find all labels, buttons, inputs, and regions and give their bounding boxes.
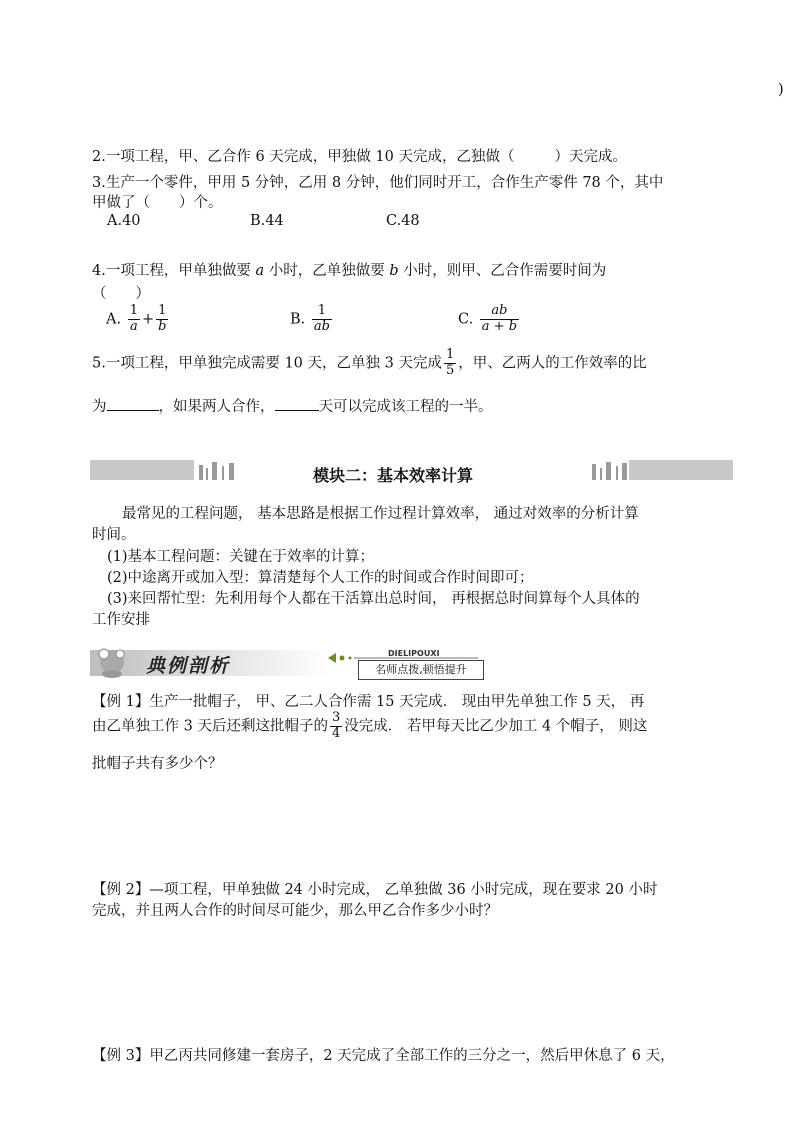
option-c-label: C. <box>458 311 474 328</box>
example-2-text: —项工程，甲单独做 24 小时完成， 乙单独做 36 小时完成，现在要求 20 小时 <box>149 882 658 898</box>
frac-num: 1 <box>158 303 167 318</box>
module-intro-line1: 最常见的工程问题， 基本思路是根据工作过程计算效率， 通过对效率的分析计算 <box>122 506 639 522</box>
question-5-line2 <box>92 395 493 416</box>
example-2-line2: 完成，并且两人合作的时间尽可能少，那么甲乙合作多少小时？ <box>92 903 498 919</box>
frac-num: ab <box>491 303 508 318</box>
example-banner <box>90 640 490 684</box>
question-5-text-e: 天可以完成该工程的一半。 <box>318 399 493 415</box>
module-tick <box>606 462 611 480</box>
answer-blank-2[interactable] <box>275 396 319 411</box>
example-1-text-b: 由乙单独工作 3 天后还剩这批帽子的 <box>92 718 328 735</box>
frac-num: 1 <box>445 347 455 362</box>
example-2-label: 【例 2】 <box>92 882 150 898</box>
module-tick <box>199 465 203 480</box>
example-1-line1 <box>92 690 644 711</box>
question-2-text: 2.一项工程，甲、乙合作 6 天完成，甲独做 10 天完成，乙独做（ <box>92 149 515 165</box>
question-3-option-a: A.40 <box>107 213 141 229</box>
module-tick <box>600 468 602 480</box>
frac-den: ab <box>313 318 330 334</box>
module-point-2: (2)中途离开或加入型：算清楚每个人工作的时间或合作时间即可； <box>107 570 534 586</box>
question-4-line1 <box>92 259 606 280</box>
module-tick <box>616 466 618 480</box>
question-4-option-a <box>106 304 170 335</box>
fraction-ab-over-a-plus-b <box>480 304 519 335</box>
question-5-line1 <box>92 348 647 379</box>
module-intro-line2: 时间。 <box>92 527 136 543</box>
frac-den: 5 <box>445 362 455 378</box>
fraction-1-over-b <box>156 304 168 335</box>
example-3-label: 【例 3】 <box>92 1048 150 1064</box>
variable-b: b <box>389 263 399 279</box>
module-tick <box>622 463 627 480</box>
frac-den: a <box>129 318 138 334</box>
fraction-1-over-5 <box>444 348 456 379</box>
fraction-1-over-a <box>128 304 140 335</box>
banner-pinyin: DIELIPOUXI <box>388 649 440 658</box>
flower-icon <box>99 649 124 678</box>
question-4-text-a: 4.一项工程，甲单独做要 <box>92 263 251 279</box>
question-4-option-b <box>290 304 334 335</box>
frac-den: 4 <box>331 725 341 741</box>
variable-a: a <box>255 263 265 279</box>
question-4-option-c <box>458 304 521 335</box>
fraction-3-over-4 <box>330 711 342 742</box>
module-title: 模块二：基本效率计算 <box>313 466 474 485</box>
question-5-text-c: 为 <box>92 399 107 415</box>
question-5-text-b: ，甲、乙两人的工作效率的比 <box>458 355 647 372</box>
option-b-label: B. <box>290 311 306 328</box>
question-4-text-c: 小时，则甲、乙合作需要时间为 <box>403 263 607 279</box>
example-3-line1 <box>92 1044 675 1065</box>
question-2-tail: ）天完成。 <box>554 149 627 165</box>
example-1-text: 生产一批帽子， 甲、乙二人合作需 15 天完成． 现由甲先单独工作 5 天， 再 <box>149 694 645 710</box>
question-3-line1: 3.生产一个零件，甲用 5 分钟，乙用 8 分钟，他们同时开工，合作生产零件 78 个，其中 <box>92 175 664 191</box>
question-4-line2: （ ） <box>92 286 150 302</box>
answer-blank-1[interactable] <box>107 396 159 411</box>
question-2 <box>92 145 627 166</box>
plus-sign: + <box>141 311 155 328</box>
frac-num: 3 <box>331 710 341 725</box>
module-point-3: (3)来回帮忙型：先利用每个人都在干活算出总时间， 再根据总时间算每个人具体的 <box>107 591 640 607</box>
example-1-text-c: 没完成． 若甲每天比乙少加工 4 个帽子， 则这 <box>344 718 648 735</box>
banner-tag: 名师点拨,顿悟提升 <box>358 660 484 680</box>
example-1-line3: 批帽子共有多少个？ <box>92 756 223 772</box>
question-4-text-b: 小时，乙单独做要 <box>268 263 385 279</box>
module-bar-left <box>90 460 194 480</box>
question-5-text-d: ，如果两人合作， <box>158 399 275 415</box>
question-5-text-a: 5.一项工程，甲单独完成需要 10 天，乙单独 3 天完成 <box>92 355 442 372</box>
example-2-line1 <box>92 878 657 899</box>
example-3-text: 甲乙丙共同修建一套房子，2 天完成了全部工作的三分之一，然后甲休息了 6 天， <box>149 1048 675 1064</box>
module-point-1: (1)基本工程问题：关键在于效率的计算； <box>107 549 375 565</box>
example-1-label: 【例 1】 <box>92 694 150 710</box>
module-point-3-cont: 工作安排 <box>92 612 150 628</box>
frac-den: b <box>158 318 167 334</box>
question-3-line2: 甲做了（ ）个。 <box>92 195 223 211</box>
frac-num: 1 <box>129 303 138 318</box>
corner-mark: ) <box>778 82 784 98</box>
option-a-label: A. <box>106 311 122 328</box>
module-tick <box>229 463 234 480</box>
module-tick <box>592 464 596 480</box>
question-3-option-c: C.48 <box>386 213 420 229</box>
example-1-line2 <box>92 711 647 742</box>
fraction-1-over-ab <box>312 304 332 335</box>
banner-title: 典例剖析 <box>146 655 231 677</box>
frac-den: a + b <box>481 318 518 334</box>
frac-num: 1 <box>317 303 327 318</box>
module-bar-right <box>629 460 733 480</box>
question-3-option-b: B.44 <box>250 213 284 229</box>
module-tick <box>206 468 208 480</box>
module-tick <box>212 462 217 480</box>
module-tick <box>222 466 224 480</box>
